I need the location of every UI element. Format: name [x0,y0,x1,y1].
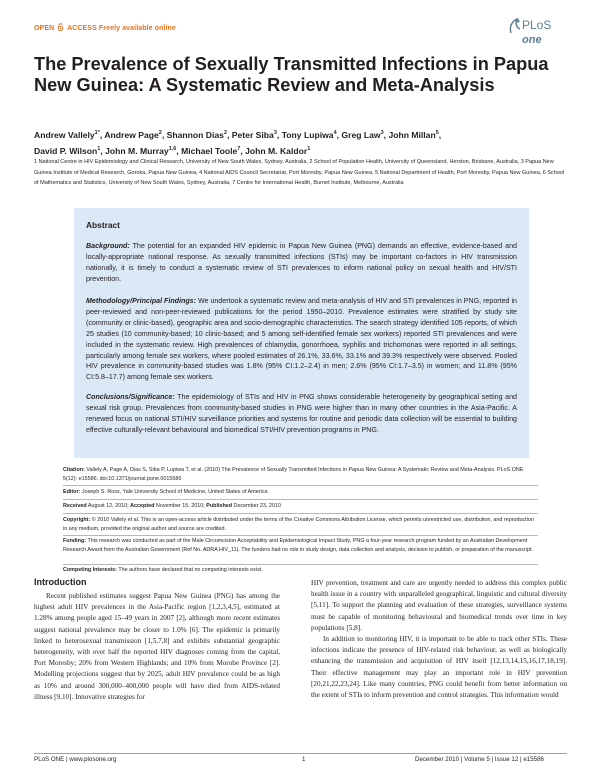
accepted-text: November 15, 2010; [154,503,207,509]
competing-label: Competing Interests: [63,567,117,573]
author-affiliation-marker: 1 [97,145,101,152]
meta-divider [63,535,538,536]
author-name: Andrew Vallely [34,129,95,140]
intro-left-column: Recent published estimates suggest Papua New Guinea (PNG) has among the highest adult HIV prevalences in the Asia-Pacific region [1,2,3,4,5], estimated at 1.28% among people aged 15–49 years in 2007 [2], although more recent estimates suggest national prevalence may be closer to 1.0% [6]. The epidemic is primarily linked to heterosexual transmission [1,5,7,8] and exhibits substantial geographic heterogeneity, with over half the reported HIV diagnoses coming from the capital, Port Moresby; 20% from Western Highlands; and 10% from Morobe Province [2]. Modelling projections suggest that by 2025, adult HIV prevalence could be as high as 10% and around 300,000–400,000 people will have died from AIDS-related illness [9,10]. Innovative strategies for [34,592,280,701]
author-line-1: Andrew Vallely$^{1*}$, Andrew Page$^2$, Shannon Dias$^2$, Peter Siba$^3$, Tony Lupiwa$^4$, Greg Law$^3$, John Millan$^5$, [34,129,442,140]
author-affiliation-marker: 2 [223,130,228,136]
author-name: John M. Kaldor [245,145,308,156]
funding [63,537,538,554]
introduction-heading: Introduction [34,577,87,587]
author [34,146,100,156]
dates [63,502,538,511]
author [282,130,337,140]
author [34,130,100,140]
author-affiliation-marker: 3 [273,130,277,136]
author [232,130,277,140]
received-text: August 12, 2010; [86,503,131,509]
author-name: John Millan [388,129,436,140]
methods-label: Methodology/Principal Findings: [86,297,196,305]
editor-text: Joseph S. Ross, Yale University School of Medicine, United States of America [80,489,268,495]
author-affiliation-marker: 1* [94,130,100,136]
oa-access-label: ACCESS [67,25,97,32]
methods-text: We undertook a systematic review and meta-analysis of HIV and STI prevalences in PNG, reported in peer-reviewed and non-peer-reviewed publications for the period 1950–2010. Prevalence estimates were stratified by study site (community or clinic-based), geographic area and socio-demographic characteristics. The search strategy identified 105 reports, of which 25 studies (10 community-based; 10 clinic-based; and 5 among self-identified female sex workers) reported STI prevalences and were included in the systematic review. High prevalences of chlamydia, gonorrhoea, syphilis and trichomonas were reported in all settings, particularly among female sex workers, where pooled estimates of 26.1%, 33.6%, 33.1% and 39.3% respectively were observed. Pooled HIV prevalence in community-based studies was 1.8% (95% CI:1.2–2.4) in men; 2.6% (95% CI:1.7–3.5) in women; and 11.8% (95% CI:5.8–17.7) among female sex workers. [86,297,518,382]
author-name: Andrew Page [104,129,159,140]
meta-divider [63,485,538,486]
copyright-text: © 2010 Vallely et al. This is an open-access article distributed under the terms of the Creative Commons Attribution License, which permits unrestricted use, distribution, and reproduction in any medium, provided the original author and source are credited. [63,517,534,532]
citation [63,466,538,483]
footer-issue-info: December 2010 | Volume 5 | Issue 12 | e15586 [415,756,544,763]
author-affiliation-marker: 1 [307,145,311,152]
oa-open-label: OPEN [34,25,55,32]
abstract-conclusions [86,392,517,436]
meta-divider [63,513,538,514]
funding-label: Funding: [63,538,87,544]
intro-right-column [311,578,567,701]
abstract-methods [86,296,517,383]
plos-one-logo[interactable] [508,16,570,46]
author [167,130,227,140]
intro-paragraph-1: HIV prevention, treatment and care are urgently needed to address this complex public health issue in a country with unparalleled geographical, linguistic and cultural diversity [5,11]. To support the planning and evaluation of these strategies, surveillance systems must be capable of monitoring behavioural and biomedical trends over time in key populations [5,8]. [311,579,567,632]
logo-plos-text: PLoS [522,18,552,32]
background-text: The potential for an expanded HIV epidemic in Papua New Guinea (PNG) demands an effective, evidence-based and locally-appropriate national response. As sexually transmitted infections (STIs) may be important co-factors in HIV transmission nationally, it is timely to conduct a systematic review of STI prevalences to inform national policy on sexual health and HIV/STI prevention. [86,242,517,283]
competing-text: The authors have declared that no competing interests exist. [116,567,263,573]
page-number: 1 [302,756,306,763]
author-affiliation-marker: 1,6 [168,145,177,152]
logo-one-text: one [522,34,542,46]
author-affiliation-marker: 2 [158,130,162,136]
published-text: December 23, 2010 [232,503,281,509]
author-name: Tony Lupiwa [281,129,334,140]
author-name: Michael Toole [181,145,238,156]
author-affiliation-marker: 5 [435,130,439,136]
editor-label: Editor: [63,489,81,495]
article-title: The Prevalence of Sexually Transmitted Infections in Papua New Guinea: A Systematic Review and Meta-Analysis [34,54,549,95]
intro-paragraph-2: In addition to monitoring HIV, it is important to be able to track other STIs. These infections indicate the presence of HIV-related risk behaviour, as well as biologically enhancing the transmission and acquisition of HIV itself [12,13,14,15,16,17,18,19]. Their effective management may play an important role in HIV prevention [20,21,22,23,24]. Like many countries, PNG could benefit from better information on the extent of STIs to inform prevention and control strategies. This information would [311,635,567,700]
published-label: Published [206,503,233,509]
author-affiliation-marker: 3 [380,130,384,136]
open-access-banner [34,23,176,32]
conclusions-text: The epidemiology of STIs and HIV in PNG shows considerable heterogeneity by geographical setting and sexual risk group. Prevalences from community-based studies in PNG were higher than in many other countries in the Asia-Pacific. A renewed focus on national STI/HIV surveillance priorities and systems for routine and periodic data collection will be essential to building effective culturally-relevant behavioural and biomedical STI/HIV prevention programs in PNG. [86,393,517,434]
author-name: John M. Murray [105,145,169,156]
author-name: David P. Wilson [34,145,98,156]
conclusions-label: Conclusions/Significance: [86,393,175,401]
copyright-label: Copyright: [63,517,91,523]
background-label: Background: [86,242,130,250]
open-access-lock-icon [57,23,64,31]
author-list [34,126,566,158]
author [181,146,240,156]
author-affiliation-marker: 4 [333,130,337,136]
received-label: Received [63,503,87,509]
citation-label: Citation: [63,467,85,473]
accepted-label: Accepted [130,503,155,509]
author [104,130,162,140]
author [388,130,438,140]
abstract-background [86,241,517,285]
author [245,146,310,156]
author-affiliation-marker: 7 [237,145,241,152]
abstract-heading: Abstract [86,220,120,230]
footer-divider [34,753,567,754]
author-name: Greg Law [341,129,381,140]
author-name: Shannon Dias [166,129,224,140]
footer-journal-link[interactable]: PLoS ONE | www.plosone.org [34,756,117,763]
author [105,146,176,156]
affiliations: 1 National Centre in HIV Epidemiology and Clinical Research, University of New South Wales, Sydney, Australia, 2 School of Population Health, University of Queensland, Herston, Brisbane, Australia, 3 Papua New Guinea Institute of Medical Research, Goroka, Papua New Guinea, 4 National AIDS Council Secretariat, Port Moresby, Papua New Guinea, 5 National Department of Health, Port Moresby, Papua New Guinea, 6 School of Mathematics and Statistics, University of New South Wales, Sydney, Australia, 7 Centre for International Health, Burnet Institute, Melbourne, Australia [34,159,565,186]
meta-divider [63,499,538,500]
author-name: Peter Siba [231,129,274,140]
meta-divider [63,564,538,565]
editor [63,488,538,497]
funding-text: This research was conducted as part of the Male Circumcision Acceptability and Epidemiological Impact Study, PNG a four-year research program funded by an Australian Development Research Award from the Australian Government (Ref No. ADRA HIV_11). The funders had no role in study design, data collection and analysis, decision to publish, or preparation of the manuscript. [63,538,534,553]
copyright [63,516,538,533]
competing-interests [63,566,538,575]
citation-text: Vallely A, Page A, Dias S, Siba P, Lupiwa T, et al. (2010) The Prevalence of Sexually Transmitted Infections in Papua New Guinea: A Systematic Review and Meta-Analysis. PLoS ONE 5(12): e15586. doi:10.1371/journal.pone.0015586 [63,467,524,482]
plos-one-logo-icon [508,17,522,35]
author [341,130,383,140]
oa-free-label: Freely available online [98,25,176,32]
author-line-2: David P. Wilson$^1$, John M. Murray$^{1,6}$, Michael Toole$^7$, John M. Kaldor$^1$ [34,145,311,156]
abstract-box [74,208,529,458]
